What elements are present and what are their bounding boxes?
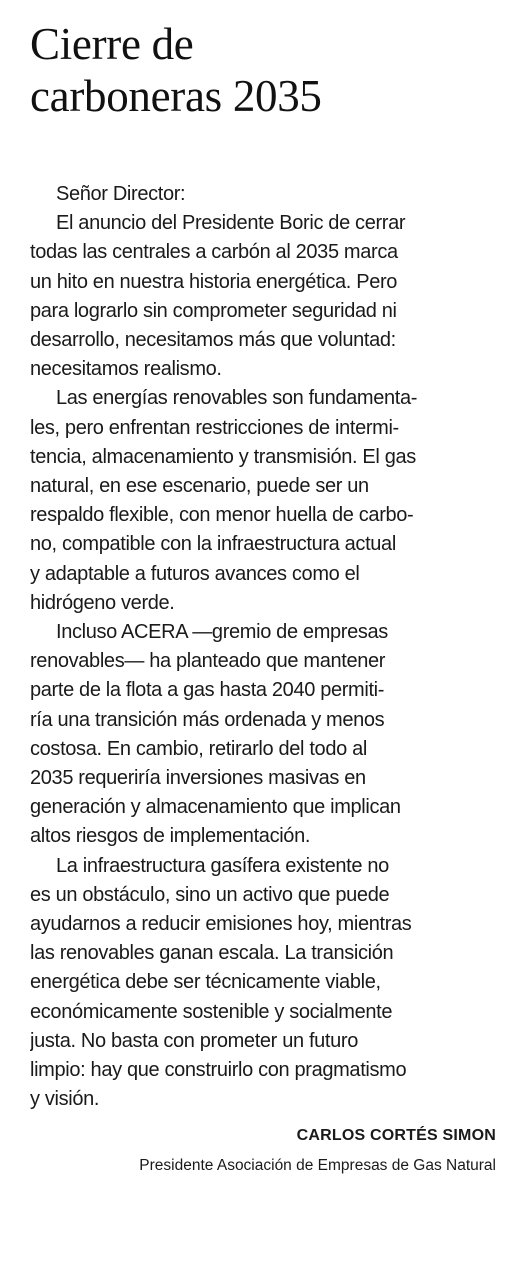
body-line: desarrollo, necesitamos más que voluntad: — [30, 329, 396, 352]
body-line: para lograrlo sin comprometer seguridad ni — [30, 299, 397, 322]
body-line: limpio: hay que construirlo con pragmatismo — [30, 1059, 407, 1082]
letter-body — [30, 180, 496, 1115]
article-title — [30, 18, 496, 122]
body-line: altos riesgos de implementación. — [30, 825, 311, 848]
title-line-2: carboneras 2035 — [30, 71, 322, 121]
body-line: El anuncio del Presidente Boric de cerrar — [56, 212, 406, 235]
body-line: respaldo flexible, con menor huella de carbo- — [30, 504, 414, 527]
signature-role: Presidente Asociación de Empresas de Gas Natural — [139, 1156, 496, 1174]
body-line: les, pero enfrentan restricciones de intermi- — [30, 416, 399, 439]
body-line: y adaptable a futuros avances como el — [30, 562, 360, 585]
body-line: generación y almacenamiento que implican — [30, 796, 401, 819]
body-line: natural, en ese escenario, puede ser un — [30, 475, 369, 498]
body-line: necesitamos realismo. — [30, 358, 222, 381]
body-line: las renovables ganan escala. La transición — [30, 942, 394, 965]
body-line: justa. No basta con prometer un futuro — [30, 1029, 358, 1052]
body-line: todas las centrales a carbón al 2035 marca — [30, 241, 398, 264]
body-line: es un obstáculo, sino un activo que puede — [30, 883, 390, 906]
body-line: hidrógeno verde. — [30, 591, 175, 614]
salutation: Señor Director: — [56, 183, 186, 205]
body-line: 2035 requeriría inversiones masivas en — [30, 767, 366, 790]
signature-name: CARLOS CORTÉS SIMON — [296, 1126, 496, 1144]
title-line-1: Cierre de — [30, 19, 194, 69]
body-line: energética debe ser técnicamente viable, — [30, 971, 381, 994]
body-line: renovables— ha planteado que mantener — [30, 650, 386, 673]
body-line: ayudarnos a reducir emisiones hoy, mientras — [30, 913, 412, 936]
body-lines — [30, 209, 496, 1114]
body-line: no, compatible con la infraestructura actual — [30, 533, 396, 556]
body-line: económicamente sostenible y socialmente — [30, 1000, 393, 1023]
body-line: y visión. — [30, 1088, 100, 1111]
body-line: ría una transición más ordenada y menos — [30, 708, 385, 731]
body-line: parte de la flota a gas hasta 2040 permiti- — [30, 679, 385, 702]
body-line: Incluso ACERA —gremio de empresas — [56, 621, 388, 644]
body-line: La infraestructura gasífera existente no — [56, 854, 389, 877]
body-line: tencia, almacenamiento y transmisión. El gas — [30, 445, 416, 468]
body-line: Las energías renovables son fundamenta- — [56, 387, 418, 410]
body-line: un hito en nuestra historia energética. Pero — [30, 270, 398, 293]
body-line: costosa. En cambio, retirarlo del todo al — [30, 737, 367, 760]
